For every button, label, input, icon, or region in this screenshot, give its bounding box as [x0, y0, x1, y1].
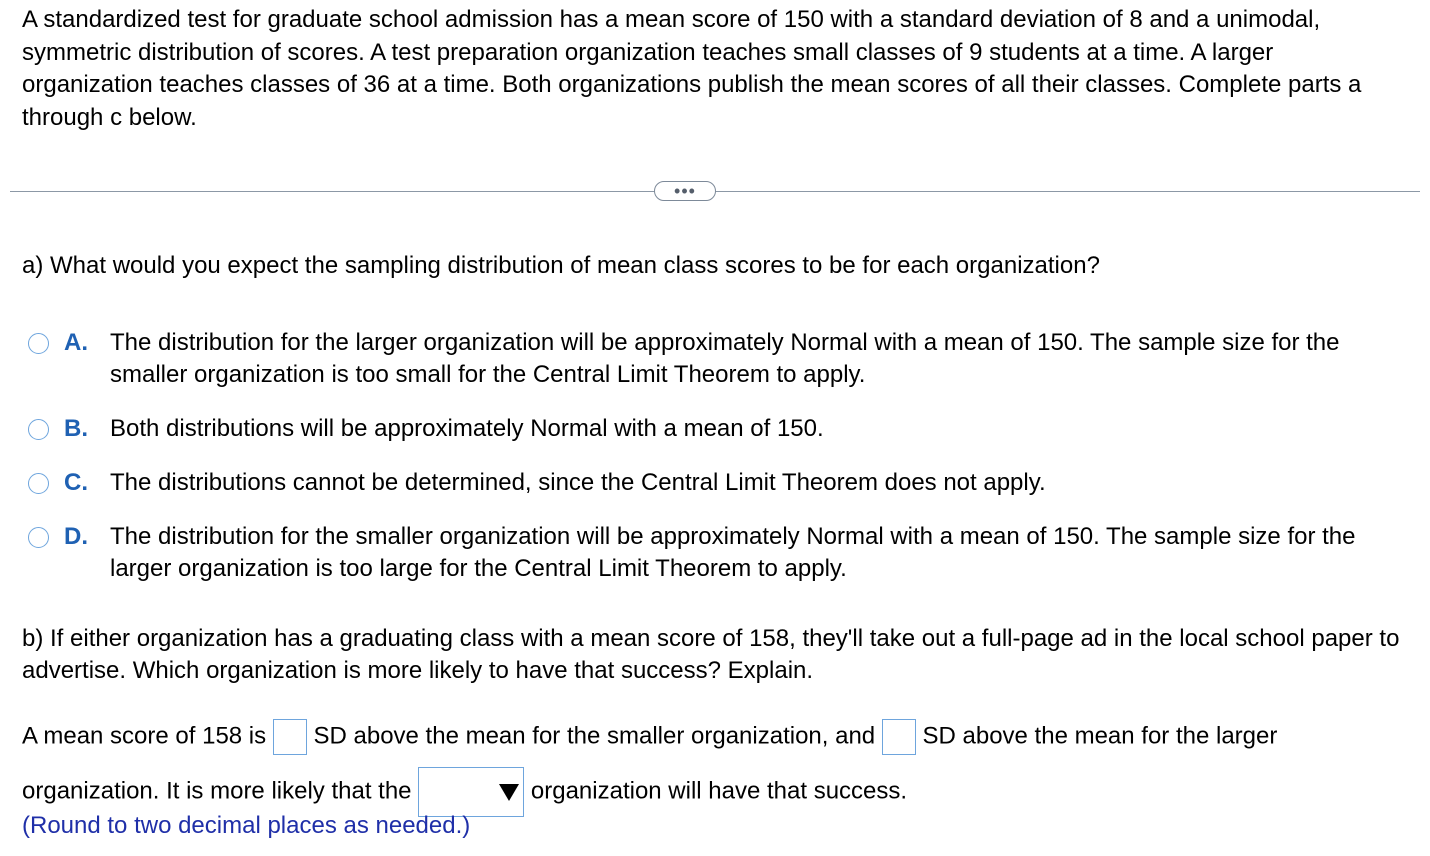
- option-d-letter: D.: [64, 523, 88, 550]
- option-b-letter: B.: [64, 415, 88, 442]
- option-c-letter: C.: [64, 469, 88, 496]
- problem-statement: A standardized test for graduate school admission has a mean score of 150 with a standard deviation of 8 and a unimodal, symmetric distribution of scores. A test preparation organization teaches small classes of 9 students at a time. A larger organization teaches classes of 36 at a time. Both organizations publish the mean scores of all their classes. Complete parts a through c below.: [22, 6, 1362, 131]
- answer-text-3: SD above the mean for the larger: [922, 722, 1278, 750]
- answer-text-2: SD above the mean for the smaller organization, and: [313, 722, 876, 750]
- part-b-question: b) If either organization has a graduating class with a mean score of 158, they'll take out a full-page ad in the local school paper to advertise. Which organization is more likely to have that success? Explain.: [22, 625, 1400, 684]
- option-b-text: Both distributions will be approximately Normal with a mean of 150.: [110, 415, 824, 442]
- smaller-org-sd-input[interactable]: [273, 719, 307, 755]
- option-a-text: The distribution for the larger organization will be approximately Normal with a mean of 150. The sample size for the smaller organization is too small for the Central Limit Theorem to apply.: [110, 329, 1340, 388]
- answer-text-5: organization will have that success.: [530, 777, 908, 805]
- option-a-letter: A.: [64, 329, 88, 356]
- answer-text-1: A mean score of 158 is: [22, 722, 267, 750]
- answer-line-1: [22, 719, 1277, 755]
- dropdown-arrow-icon[interactable]: [499, 784, 519, 801]
- option-a-radio[interactable]: [28, 333, 49, 354]
- option-b-radio[interactable]: [28, 419, 49, 440]
- part-a-question: a) What would you expect the sampling distribution of mean class scores to be for each organization?: [22, 252, 1100, 279]
- expand-more-button[interactable]: •••: [654, 181, 716, 201]
- answer-text-4: organization. It is more likely that the: [22, 777, 412, 805]
- option-c-text: The distributions cannot be determined, since the Central Limit Theorem does not apply.: [110, 469, 1046, 496]
- option-c-radio[interactable]: [28, 473, 49, 494]
- rounding-hint: (Round to two decimal places as needed.): [22, 812, 471, 839]
- larger-org-sd-input[interactable]: [882, 719, 916, 755]
- option-d-radio[interactable]: [28, 527, 49, 548]
- option-d-text: The distribution for the smaller organization will be approximately Normal with a mean of 150. The sample size for the larger organization is too large for the Central Limit Theorem to apply.: [110, 523, 1356, 582]
